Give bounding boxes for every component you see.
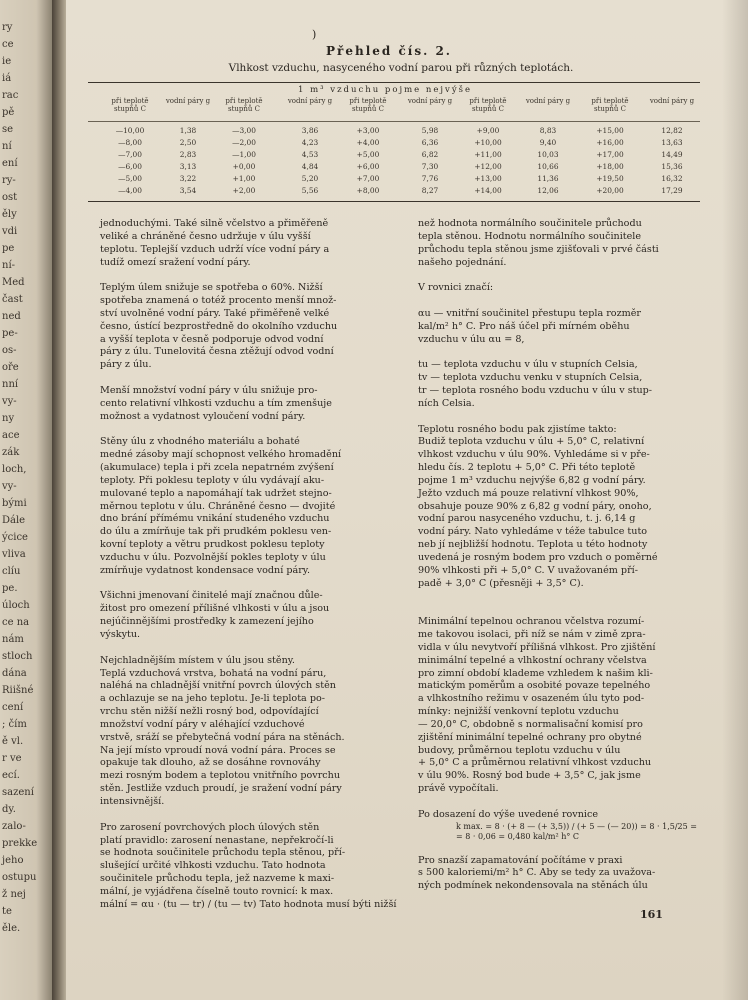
text-line: kovní teploty a větru prudkost poklesu teploty <box>100 539 325 551</box>
table-cell: +5,00 <box>356 150 380 159</box>
text-line: intensivnější. <box>100 795 165 807</box>
text-line: uvedená je rosným bodem pro vzduch o poměrné <box>418 551 658 563</box>
table-header-temp: při teplotě stupňů C <box>469 97 507 113</box>
table-cell: +17,00 <box>596 150 624 159</box>
table-cell: 13,63 <box>661 138 683 147</box>
table-cell: 10,03 <box>537 150 559 159</box>
table-cell: 7,76 <box>421 174 439 183</box>
text-line: měrnou teplotu v úlu. Chráněné česno — dvojité <box>100 500 336 512</box>
adjacent-page-fragment: ěle. <box>2 923 21 934</box>
table-cell: +6,00 <box>356 162 380 171</box>
adjacent-page-fragment: cení <box>2 702 24 713</box>
adjacent-page-fragment: pe- <box>2 328 18 339</box>
text-line <box>418 411 710 424</box>
adjacent-page-fragment: r ve <box>2 753 22 764</box>
text-line <box>100 372 392 385</box>
text-line: nejúčinnějšími prostředky k zamezení jejího <box>100 616 314 628</box>
table-cell: 5,20 <box>301 174 319 183</box>
page-number: 161 <box>640 908 663 921</box>
text-line: V rovnici značí: <box>418 282 494 294</box>
adjacent-page-fragment: ýcice <box>2 532 28 543</box>
text-line: se hodnota součinitele průchodu tepla stěnou, pří- <box>100 847 346 859</box>
adjacent-page-fragment: sazení <box>2 787 34 798</box>
text-line: vzduchu v úlu. Pozvolnější pokles teploty v úlu <box>100 551 326 563</box>
text-line: cento relativní vlhkosti vzduchu a tím zmenšuje <box>100 397 332 409</box>
text-line: Pro zarosení povrchových ploch úlových stěn <box>100 821 320 833</box>
table-cell: 3,86 <box>301 126 319 135</box>
table-cell: +20,00 <box>596 186 624 195</box>
adjacent-page-fragment: zák <box>2 447 20 458</box>
text-line: stěn. Jestliže vzduch proudí, je sražení vodní páry <box>100 783 342 795</box>
text-line: Minimální tepelnou ochranou včelstva rozumí- <box>418 616 645 628</box>
text-line <box>418 603 710 616</box>
text-line: vodní páry. Nato vyhledáme v téže tabulce tuto <box>418 526 648 538</box>
formula-line: k max. = 8 · (+ 8 — (+ 3,5)) / (+ 5 — (— 20)) = 8 · 1,5/25 = <box>456 821 697 831</box>
table-cell: 6,36 <box>421 138 439 147</box>
adjacent-page-fragment: pe. <box>2 583 18 594</box>
table-header-vapor: vodní páry g <box>525 97 571 105</box>
text-line: tr — teplota rosného bodu vzduchu v úlu v stup- <box>418 384 653 396</box>
text-line <box>418 796 710 809</box>
table-cell: +8,00 <box>356 186 380 195</box>
adjacent-page-fragment: ry- <box>2 175 16 186</box>
table-cell: +3,00 <box>356 126 380 135</box>
left-column <box>100 218 397 912</box>
table-cell: 3,22 <box>179 174 197 183</box>
text-line: Nejchladnějším místem v úlu jsou stěny. <box>100 654 295 666</box>
table-cell: 8,27 <box>421 186 439 195</box>
table-row <box>88 125 700 136</box>
text-line: ství uvolněné vodní páry. Také přiměřeně velké <box>100 307 330 319</box>
adjacent-page-fragment: vliva <box>2 549 26 560</box>
table-cell: 5,56 <box>301 186 319 195</box>
text-line: mální, je vyjádřena číselně touto rovnicí: k max. <box>100 885 334 897</box>
text-line: Ježto vzduch má pouze relativní vlhkost 90%, <box>418 487 639 499</box>
text-line <box>100 578 392 591</box>
adjacent-page-fragment: ž nej <box>2 889 26 900</box>
text-line: a vlhkostního režimu v osazeném úlu tyto pod- <box>418 693 645 705</box>
text-line <box>418 590 710 603</box>
text-line: než hodnota normálního součinitele průchodu <box>418 218 642 229</box>
text-line: česno, ústící bezprostředně do okolního vzduchu <box>100 320 338 332</box>
table-cell: —6,00 <box>118 162 142 171</box>
table-cell: +12,00 <box>474 162 502 171</box>
table-header-vapor: vodní páry g <box>165 97 211 105</box>
table-cell: 15,36 <box>661 162 683 171</box>
table-cell: +10,00 <box>474 138 502 147</box>
text-line: a vyšší teplota v česně podporuje odvod vodní <box>100 333 324 345</box>
table-header-temp: při teplotě stupňů C <box>225 97 263 113</box>
adjacent-page-fragment: se <box>2 124 14 135</box>
text-line <box>100 809 392 822</box>
text-line: do úlu a zmírňuje tak při prudkém poklesu ven- <box>100 526 332 538</box>
text-line: průchodu tepla stěnou jsme zjišťovali v prvé části <box>418 243 659 255</box>
text-line: vidla v úlu nevytvoří přílišná vlhkost. Pro zjištění <box>418 641 656 653</box>
table-title: Přehled čís. 2. <box>326 44 452 58</box>
text-line: slušející určité vlhkosti vzduchu. Tato hodnota <box>100 860 326 872</box>
adjacent-page-fragment: os- <box>2 345 17 356</box>
book-page <box>66 0 748 1000</box>
table-cell: 14,49 <box>661 150 683 159</box>
table-caption: 1 m³ vzduchu pojme nejvýše <box>298 85 473 95</box>
text-line: páry z úlu. <box>100 359 152 371</box>
adjacent-page-fragment: ; čím <box>2 719 27 730</box>
adjacent-page-fragment: nám <box>2 634 24 645</box>
adjacent-page-fragment: rac <box>2 90 19 101</box>
adjacent-page-fragment: te <box>2 906 12 917</box>
text-line: jednoduchými. Také silně včelstvo a přiměřeně <box>100 218 329 229</box>
text-line: minimální tepelné a vlhkostní ochrany včelstva <box>418 654 647 666</box>
text-line: spotřeba znamená o totéž procento menší množ- <box>100 295 337 307</box>
adjacent-page-fragment: čast <box>2 294 23 305</box>
adjacent-page-fragment: ny <box>2 413 15 424</box>
text-line: tudíž omezí sražení vodní páry. <box>100 256 251 268</box>
adjacent-page-fragment: ry <box>2 22 13 33</box>
adjacent-page-fragment: pě <box>2 107 15 118</box>
text-line: Pro snazší zapamatování počítáme v praxi <box>418 854 623 866</box>
text-line: Budiž teplota vzduchu v úlu + 5,0° C, relativní <box>418 436 645 448</box>
table-cell: 8,83 <box>539 126 557 135</box>
text-line <box>100 642 392 655</box>
adjacent-page-fragment: dána <box>2 668 27 679</box>
text-line <box>100 424 392 437</box>
text-line: Všichni jmenovaní činitelé mají značnou důle- <box>100 590 323 602</box>
table-cell: —2,00 <box>232 138 256 147</box>
text-line <box>418 295 710 308</box>
text-line: naléhá na chladnější vnitřní povrch úlových stěn <box>100 680 336 692</box>
adjacent-page-fragment: vdi <box>2 226 18 237</box>
text-line: tv — teplota vzduchu venku v stupních Celsia, <box>418 372 643 384</box>
adjacent-page-fragment: ce na <box>2 617 30 628</box>
text-line: + 5,0° C a průměrnou relativní vlhkost vzduchu <box>418 757 652 769</box>
adjacent-page-fragment: ní <box>2 141 12 152</box>
text-line: me takovou isolaci, při níž se nám v zimě zpra- <box>418 629 646 640</box>
adjacent-page-fragment: iá <box>2 73 12 84</box>
adjacent-page-fragment: prekke <box>2 838 38 849</box>
table-cell: +11,00 <box>474 150 502 159</box>
text-line: mínky: nejnižší venkovní teplotu vzduchu <box>418 706 619 718</box>
table-cell: 10,66 <box>537 162 559 171</box>
table-cell: 4,53 <box>301 150 319 159</box>
table-header-row <box>88 97 700 122</box>
text-line <box>418 346 710 359</box>
adjacent-page-fragment: jeho <box>2 855 24 866</box>
adjacent-page-edge <box>0 0 52 1000</box>
text-line: vlhkost vzduchu v úlu 90%. Vyhledáme si v pře- <box>418 449 650 461</box>
table-cell: 3,54 <box>179 186 197 195</box>
text-line: kal/m² h° C. Pro náš účel při mírném oběhu <box>418 320 630 332</box>
text-line: Na její místo vproudí nová vodní pára. Proces se <box>100 744 336 756</box>
adjacent-page-fragment: vy- <box>2 481 17 492</box>
table-cell: 12,82 <box>661 126 683 135</box>
right-column <box>418 218 710 893</box>
adjacent-page-fragment: ned <box>2 311 21 322</box>
text-line: v úlu 90%. Rosný bod bude + 3,5° C, jak jsme <box>418 770 641 782</box>
text-line <box>100 269 392 282</box>
text-line <box>418 269 710 282</box>
text-line: právě vypočítali. <box>418 783 499 795</box>
text-line: zjištění minimální tepelné ochrany pro obytné <box>418 731 642 743</box>
table-cell: 11,36 <box>537 174 559 183</box>
adjacent-page-fragment: vy- <box>2 396 17 407</box>
text-line: pojme 1 m³ vzduchu nejvýše 6,82 g vodní páry. <box>418 474 646 486</box>
adjacent-page-fragment: ce <box>2 39 14 50</box>
table-cell: 4,84 <box>301 162 319 171</box>
adjacent-page-fragment: ěly <box>2 209 17 220</box>
text-line: αu — vnitřní součinitel přestupu tepla rozměr <box>418 307 641 319</box>
adjacent-page-fragment: clíu <box>2 566 21 577</box>
table-cell: —4,00 <box>118 186 142 195</box>
table-row <box>88 173 700 184</box>
text-line: Teplotu rosného bodu pak zjistíme takto: <box>418 423 617 435</box>
adjacent-page-fragment: Dále <box>2 515 26 526</box>
adjacent-page-fragment: dy. <box>2 804 16 815</box>
table-header-temp: při teplotě stupňů C <box>111 97 149 113</box>
table-cell: 12,06 <box>537 186 559 195</box>
adjacent-page-fragment: ě vl. <box>2 736 24 747</box>
table-cell: 7,30 <box>421 162 439 171</box>
text-line: Menší množství vodní páry v úlu snižuje pro- <box>100 384 318 396</box>
text-line: Stěny úlu z vhodného materiálu a bohaté <box>100 436 300 448</box>
table-cell: +16,00 <box>596 138 624 147</box>
adjacent-page-fragment: ecí. <box>2 770 20 781</box>
table-header-vapor: vodní páry g <box>287 97 333 105</box>
adjacent-page-fragment: Riišné <box>2 685 34 696</box>
table-cell: +9,00 <box>476 126 500 135</box>
text-line: veliké a chráněné česno udržuje v úlu vyšší <box>100 230 311 242</box>
text-line: neb jí nejbližší hodnotu. Teplota u této hodnoty <box>418 539 648 551</box>
table-cell: +0,00 <box>232 162 256 171</box>
text-line: padě + 3,0° C (přesněji + 3,5° C). <box>418 577 584 589</box>
text-line: medné zásoby mají schopnost velkého hromadění <box>100 449 342 461</box>
table-row <box>88 161 700 172</box>
table-cell: 4,23 <box>301 138 319 147</box>
adjacent-page-fragment: nní <box>2 379 19 390</box>
text-line: dno brání přímému vnikání studeného vzduchu <box>100 513 330 525</box>
adjacent-page-fragment: úloch <box>2 600 30 611</box>
text-line: Po dosazení do výše uvedené rovnice <box>418 808 599 820</box>
table-cell: +1,00 <box>232 174 256 183</box>
text-line: platí pravidlo: zarosení nenastane, nepřekročí-li <box>100 834 334 846</box>
text-line: tu — teplota vzduchu v úlu v stupních Celsia, <box>418 359 638 371</box>
table-cell: 17,29 <box>661 186 683 195</box>
table-cell: 2,50 <box>179 138 197 147</box>
text-line: — 20,0° C, obdobně s normalisační komisí pro <box>418 718 643 730</box>
text-line: Teplá vzduchová vrstva, bohatá na vodní páru, <box>100 667 327 679</box>
table-cell: +14,00 <box>474 186 502 195</box>
humidity-table <box>88 82 700 202</box>
book-gutter <box>52 0 66 1000</box>
table-cell: 5,98 <box>421 126 439 135</box>
adjacent-page-fragment: pe <box>2 243 15 254</box>
text-line: zmírňuje vydatnost kondensace vodní páry. <box>100 564 310 576</box>
table-cell: +7,00 <box>356 174 380 183</box>
text-line: množství vodní páry v aléhající vzduchové <box>100 718 305 730</box>
table-row <box>88 185 700 196</box>
text-line: 90% vlhkosti při + 5,0° C. V uvažovaném pří- <box>418 564 638 576</box>
text-line: teploty. Při poklesu teploty v úlu vydávají aku- <box>100 474 325 486</box>
text-line: s 500 kaloriemi/m² h° C. Aby se tedy za uvažova- <box>418 867 656 879</box>
table-cell: +2,00 <box>232 186 256 195</box>
table-cell: 16,32 <box>661 174 683 183</box>
table-cell: —3,00 <box>232 126 256 135</box>
table-cell: 3,13 <box>179 162 197 171</box>
adjacent-page-fragment: ost <box>2 192 18 203</box>
text-line: (akumulace) tepla i při zcela nepatrném zvýšení <box>100 462 334 474</box>
adjacent-page-fragment: bými <box>2 498 27 509</box>
adjacent-page-fragment: Med <box>2 277 25 288</box>
formula-line: = 8 · 0,06 = 0,480 kal/m² h° C <box>456 831 580 841</box>
table-cell: +19,50 <box>596 174 624 183</box>
table-cell: +13,00 <box>474 174 502 183</box>
text-line: výskytu. <box>100 629 141 640</box>
text-line: vodní parou nasyceného vzduchu, t. j. 6,14 g <box>418 513 636 525</box>
text-line: hledu čís. 2 teplotu + 5,0° C. Při této teplotě <box>418 462 636 474</box>
adjacent-page-fragment: ostupu <box>2 872 37 883</box>
text-line: teplotu. Teplejší vzduch udrží více vodní páry a <box>100 243 330 255</box>
table-header-vapor: vodní páry g <box>649 97 695 105</box>
table-cell: +4,00 <box>356 138 380 147</box>
text-line: matickým poměrům a osobité povaze tepelného <box>418 680 651 692</box>
text-line: vrstvě, sráží se přebytečná vodní pára na stěnách. <box>100 731 345 743</box>
text-line: možnost a vydatnost vyloučení vodní páry. <box>100 410 306 422</box>
text-line: vzduchu v úlu αu = 8, <box>418 333 525 345</box>
text-line: ních Celsia. <box>418 397 475 409</box>
table-cell: —10,00 <box>115 126 145 135</box>
table-cell: 9,40 <box>539 138 557 147</box>
text-line: ných podmínek nekondensovala na stěnách úlu <box>418 880 648 892</box>
text-line: Teplým úlem snižuje se spotřeba o 60%. Nižší <box>100 282 323 294</box>
text-line: obsahuje pouze 90% z 6,82 g vodní páry, onoho, <box>418 500 652 512</box>
table-header-temp: při teplotě stupňů C <box>591 97 629 113</box>
spacer <box>418 842 710 855</box>
text-line: vrchu stěn nižší nežli rosný bod, odpovídající <box>100 706 319 718</box>
text-line: mulované teplo a napomáhají tak udržet stejno- <box>100 487 332 499</box>
text-line: žitost pro omezení přílišné vlhkosti v úlu a jsou <box>100 603 330 615</box>
table-subtitle: Vlhkost vzduchu, nasyceného vodní parou při různých teplotách. <box>228 62 574 74</box>
adjacent-page-fragment: stloch <box>2 651 33 662</box>
table-cell: 1,38 <box>179 126 197 135</box>
table-cell: —1,00 <box>232 150 256 159</box>
text-line: tepla stěnou. Hodnotu normálního součinitele <box>418 230 642 242</box>
adjacent-page-fragment: oře <box>2 362 19 373</box>
text-line: opakuje tak dlouho, až se dosáhne rovnováhy <box>100 757 321 769</box>
text-line: mální = αu · (tu — tr) / (tu — tv) Tato hodnota musí býti nižší <box>100 898 397 910</box>
table-cell: 6,82 <box>421 150 439 159</box>
table-cell: —7,00 <box>118 150 142 159</box>
text-line: a ochlazuje se na jeho teplotu. Je-li teplota po- <box>100 693 325 705</box>
text-line: páry z úlu. Tunelovitá česna ztěžují odvod vodní <box>100 346 334 358</box>
table-cell: +18,00 <box>596 162 624 171</box>
table-cell: 2,83 <box>179 150 197 159</box>
text-line: pro zimní období klademe vzhledem k našim kli- <box>418 667 653 679</box>
ink-mark: ) <box>312 28 317 41</box>
table-row <box>88 149 700 160</box>
adjacent-page-fragment: loch, <box>2 464 27 475</box>
adjacent-page-fragment: ie <box>2 56 12 67</box>
text-line: budovy, průměrnou teplotu vzduchu v úlu <box>418 744 621 756</box>
table-header-temp: při teplotě stupňů C <box>349 97 387 113</box>
text-line: součinitele průchodu tepla, jež nazveme k maxi- <box>100 873 335 885</box>
table-cell: —5,00 <box>118 174 142 183</box>
adjacent-page-fragment: ení <box>2 158 18 169</box>
text-line: našeho pojednání. <box>418 256 507 268</box>
adjacent-page-fragment: ní- <box>2 260 16 271</box>
table-header-vapor: vodní páry g <box>407 97 453 105</box>
table-row <box>88 137 700 148</box>
table-cell: +15,00 <box>596 126 624 135</box>
adjacent-page-fragment: ace <box>2 430 20 441</box>
adjacent-page-fragment: zalo- <box>2 821 26 832</box>
table-cell: —8,00 <box>118 138 142 147</box>
text-line: mezi rosným bodem a teplotou vnitřního povrchu <box>100 770 341 782</box>
